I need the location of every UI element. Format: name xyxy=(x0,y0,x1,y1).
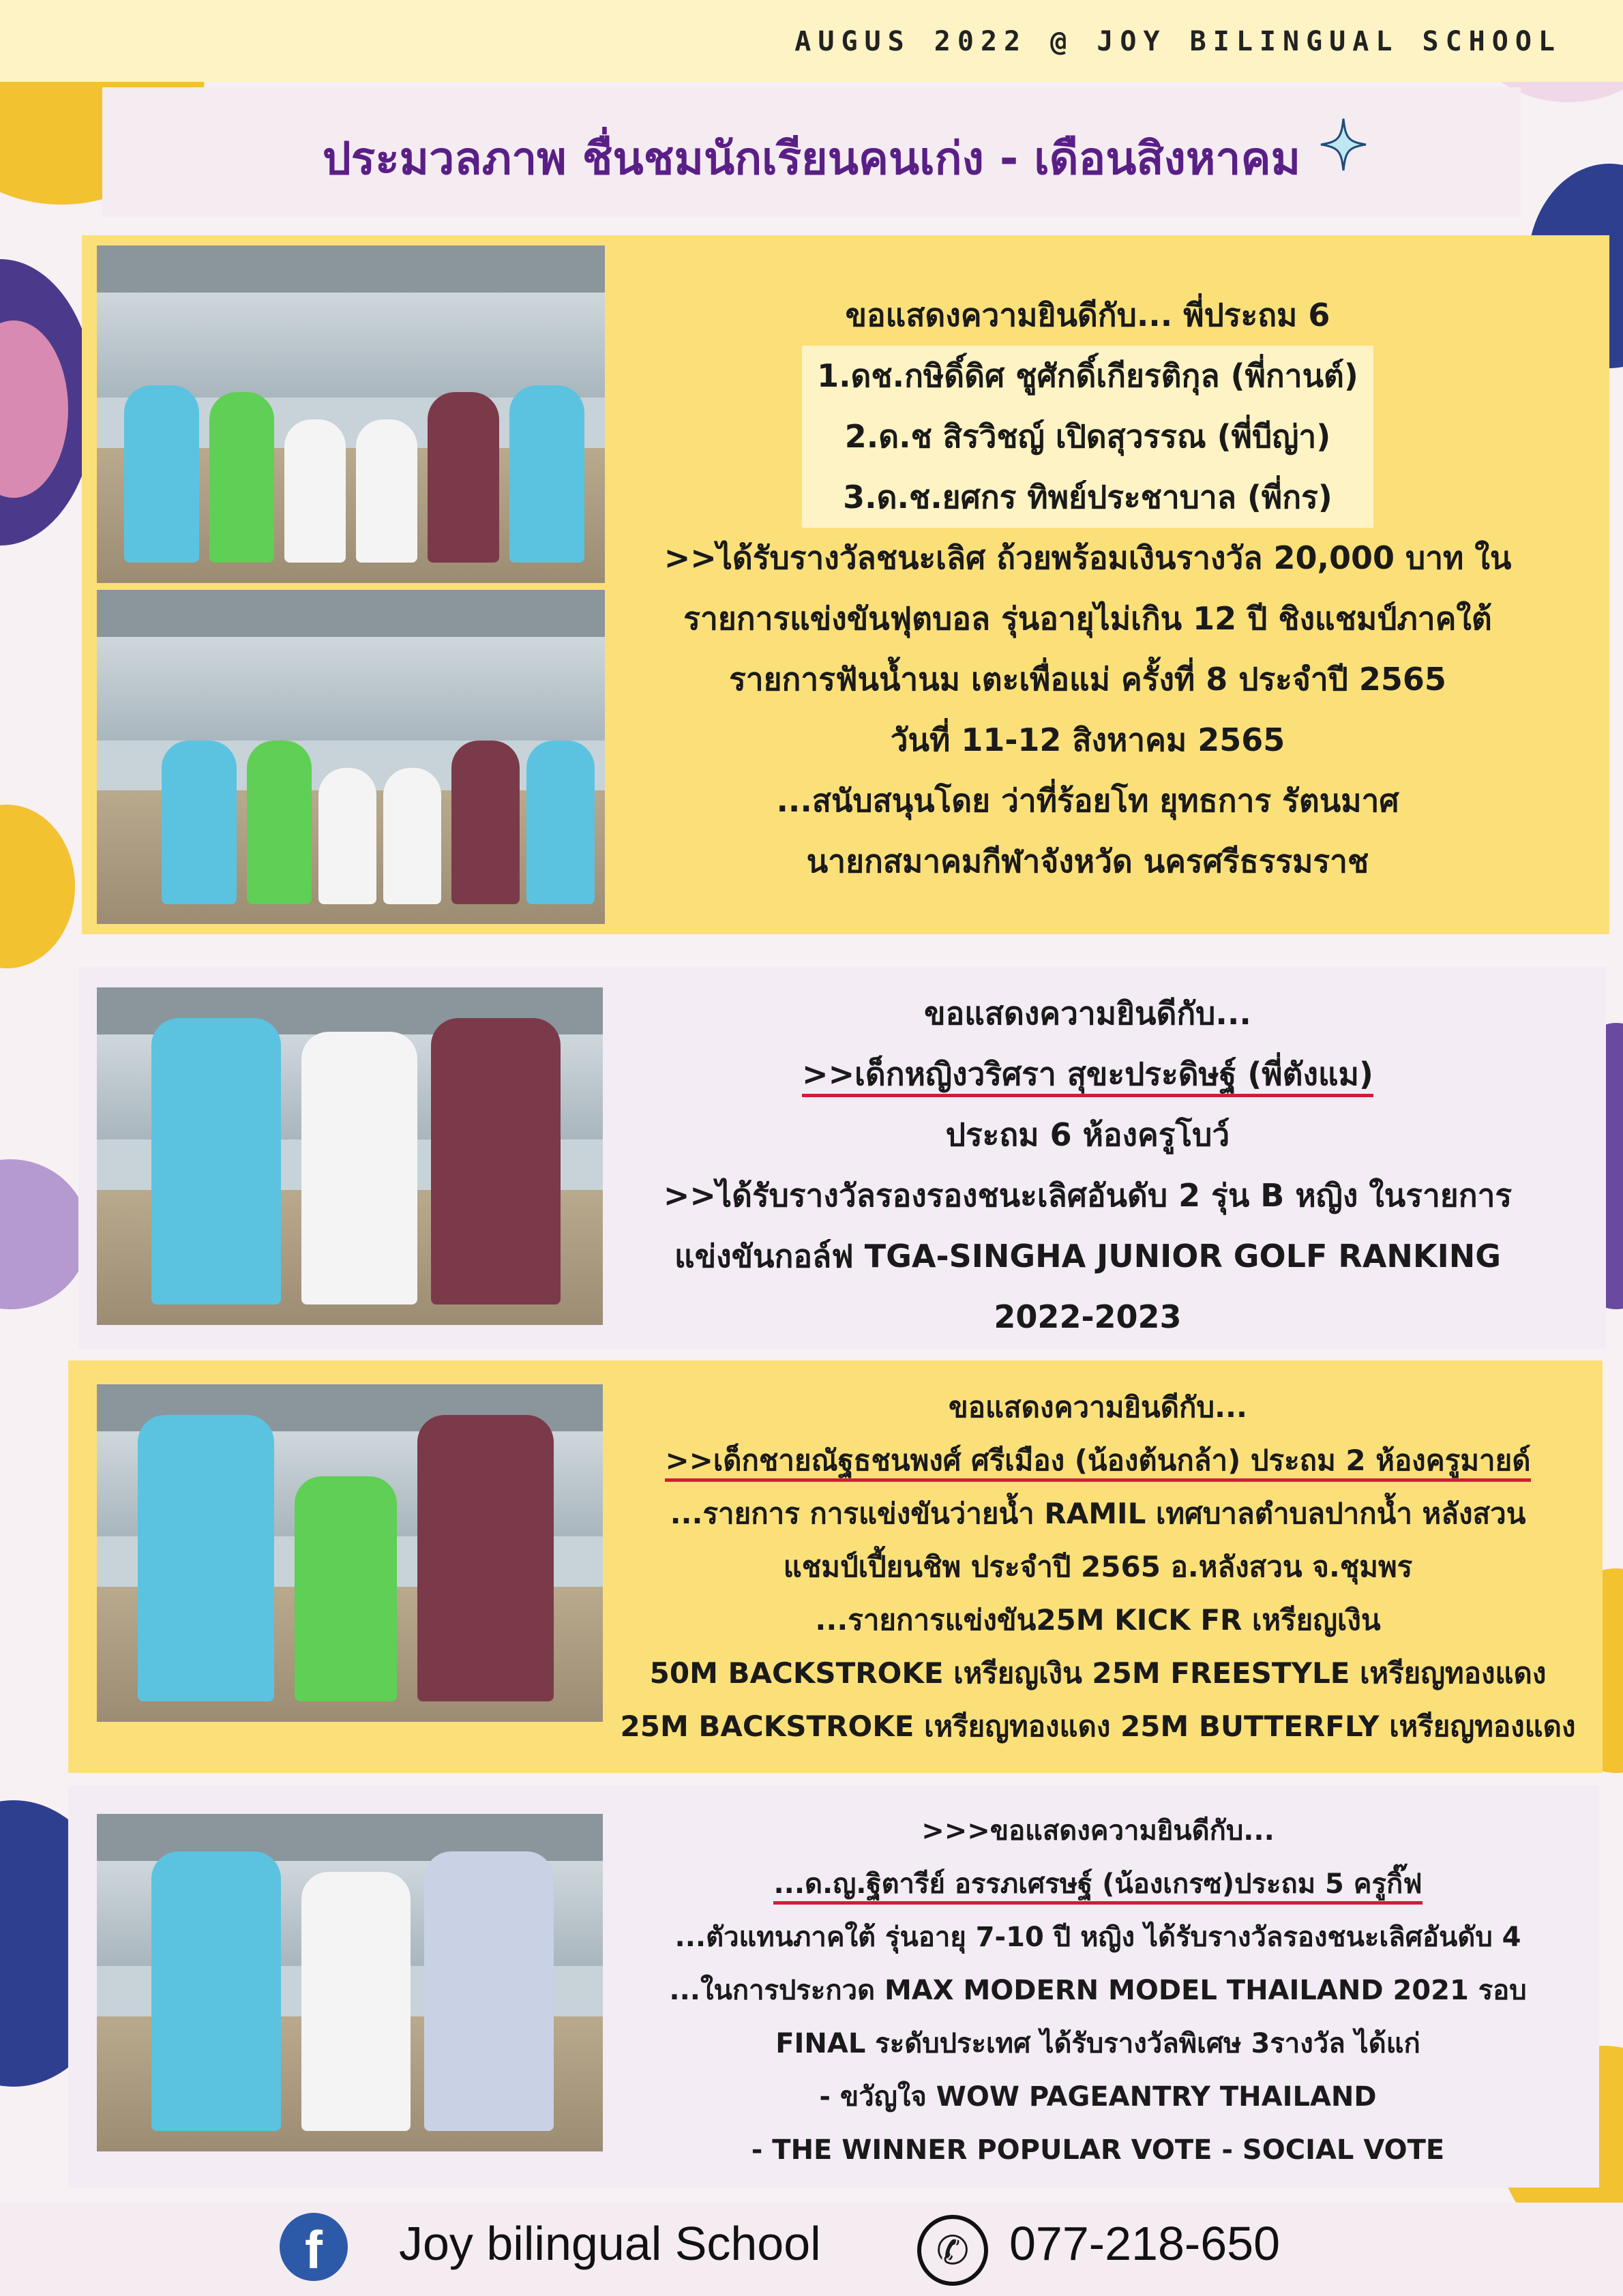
section-3-heading: ขอแสดงความยินดีกับ... xyxy=(949,1390,1247,1424)
section-1-sponsor: ...สนับสนุนโดย ว่าที่ร้อยโท ยุทธการ รัตนมาศ xyxy=(776,782,1399,819)
section-3-photo xyxy=(97,1384,603,1722)
section-4-special-2: - THE WINNER POPULAR VOTE - SOCIAL VOTE xyxy=(751,2134,1445,2166)
section-1-sponsor-title: นายกสมาคมกีฬาจังหวัด นครศรีธรรมราช xyxy=(806,843,1369,880)
section-1-name-2: 2.ด.ช สิรวิชญ์ เปิดสุวรรณ (พี่บีญ่า) xyxy=(844,418,1331,455)
header-date-school: AUGUS 2022 @ JOY BILINGUAL SCHOOL xyxy=(794,26,1562,57)
section-4-final: FINAL ระดับประเทศ ได้รับรางวัลพิเศษ 3รางวัล ได้แก่ xyxy=(775,2028,1420,2059)
section-4-student-name: ...ด.ญ.ฐิตารีย์ อรรภเศรษฐ์ (น้องเกรซ)ประถม 5 ครูกิ๊ฟ xyxy=(773,1868,1422,1905)
section-3-championship: แชมป์เปี้ยนชิพ ประจำปี 2565 อ.หลังสวน จ.ชุมพร xyxy=(783,1550,1413,1583)
facebook-icon[interactable]: f xyxy=(280,2213,348,2281)
section-1-name-1: 1.ดช.กษิดิ์ดิศ ชูศักดิ์เกียรติกุล (พี่กานต์) xyxy=(817,357,1358,394)
section-1-award: >>ได้รับรางวัลชนะเลิศ ถ้วยพร้อมเงินรางวัล 20,000 บาท ใน xyxy=(664,539,1512,576)
section-1-names-box xyxy=(802,346,1373,528)
section-2-class: ประถม 6 ห้องครูโบว์ xyxy=(945,1116,1230,1153)
section-1-competition: รายการแข่งขันฟุตบอล รุ่นอายุไม่เกิน 12 ปี ชิงแชมป์ภาคใต้ xyxy=(683,600,1492,637)
phone-icon: ✆ xyxy=(917,2215,988,2286)
facebook-page-name[interactable]: Joy bilingual School xyxy=(399,2217,821,2270)
section-1-event: รายการฟันน้ำนม เตะเพื่อแม่ ครั้งที่ 8 ประจำปี 2565 xyxy=(729,661,1446,698)
section-4-text xyxy=(617,1804,1579,2177)
section-3-result-3: 25M BACKSTROKE เหรียญทองแดง 25M BUTTERFLY เหรียญทองแดง xyxy=(620,1710,1576,1743)
section-3-competition: ...รายการ การแข่งขันว่ายน้ำ RAMIL เทศบาลตำบลปากน้ำ หลังสวน xyxy=(670,1497,1526,1530)
section-4-special-1: - ขวัญใจ WOW PAGEANTRY THAILAND xyxy=(819,2081,1377,2113)
section-1-date: วันที่ 11-12 สิงหาคม 2565 xyxy=(890,721,1285,758)
sparkle-icon xyxy=(1320,117,1367,172)
phone-number[interactable]: 077-218-650 xyxy=(1009,2217,1280,2270)
section-1-heading: ขอแสดงความยินดีกับ... พี่ประถม 6 xyxy=(845,297,1330,333)
section-2-photo xyxy=(97,987,603,1325)
page-title: ประมวลภาพ ชื่นชมนักเรียนคนเก่ง - เดือนสิงหาคม xyxy=(322,132,1301,185)
section-4-heading: >>>ขอแสดงความยินดีกับ... xyxy=(921,1815,1275,1847)
section-1-photo-top xyxy=(97,245,605,583)
section-3-result-1: ...รายการแข่งขัน25M KICK FR เหรียญเงิน xyxy=(815,1603,1381,1637)
section-1-name-3: 3.ด.ช.ยศกร ทิพย์ประชาบาล (พี่กร) xyxy=(843,479,1332,516)
section-2-heading: ขอแสดงความยินดีกับ... xyxy=(924,995,1251,1032)
section-2-text xyxy=(617,983,1558,1347)
section-3-text xyxy=(617,1381,1579,1753)
section-4-photo xyxy=(97,1814,603,2151)
section-4-award: ...ตัวแทนภาคใต้ รุ่นอายุ 7-10 ปี หญิง ได้รับรางวัลรองชนะเลิศอันดับ 4 xyxy=(674,1922,1521,1953)
section-3-student-name: >>เด็กชายณัฐธชนพงศ์ ศรีเมือง (น้องต้นกล้า) ประถม 2 ห้องครูมายด์ xyxy=(665,1444,1530,1482)
section-1-text xyxy=(617,285,1558,892)
section-4-contest: ...ในการประกวด MAX MODERN MODEL THAILAND 2021 รอบ xyxy=(669,1975,1527,2006)
decor-blob-left-yellow xyxy=(0,805,75,968)
decor-blob-left-lilac xyxy=(0,1159,89,1309)
section-2-season: 2022-2023 xyxy=(994,1298,1182,1335)
section-1-photo-bottom xyxy=(97,590,605,924)
section-3-result-2: 50M BACKSTROKE เหรียญเงิน 25M FREESTYLE เหรียญทองแดง xyxy=(649,1656,1547,1690)
section-2-award: >>ได้รับรางวัลรองรองชนะเลิศอันดับ 2 รุ่น B หญิง ในรายการ xyxy=(663,1177,1513,1214)
section-2-student-name: >>เด็กหญิงวริศรา สุขะประดิษฐ์ (พี่ตังแม) xyxy=(802,1056,1373,1097)
section-2-competition: แข่งขันกอล์ฟ TGA-SINGHA JUNIOR GOLF RANKING xyxy=(674,1238,1501,1274)
